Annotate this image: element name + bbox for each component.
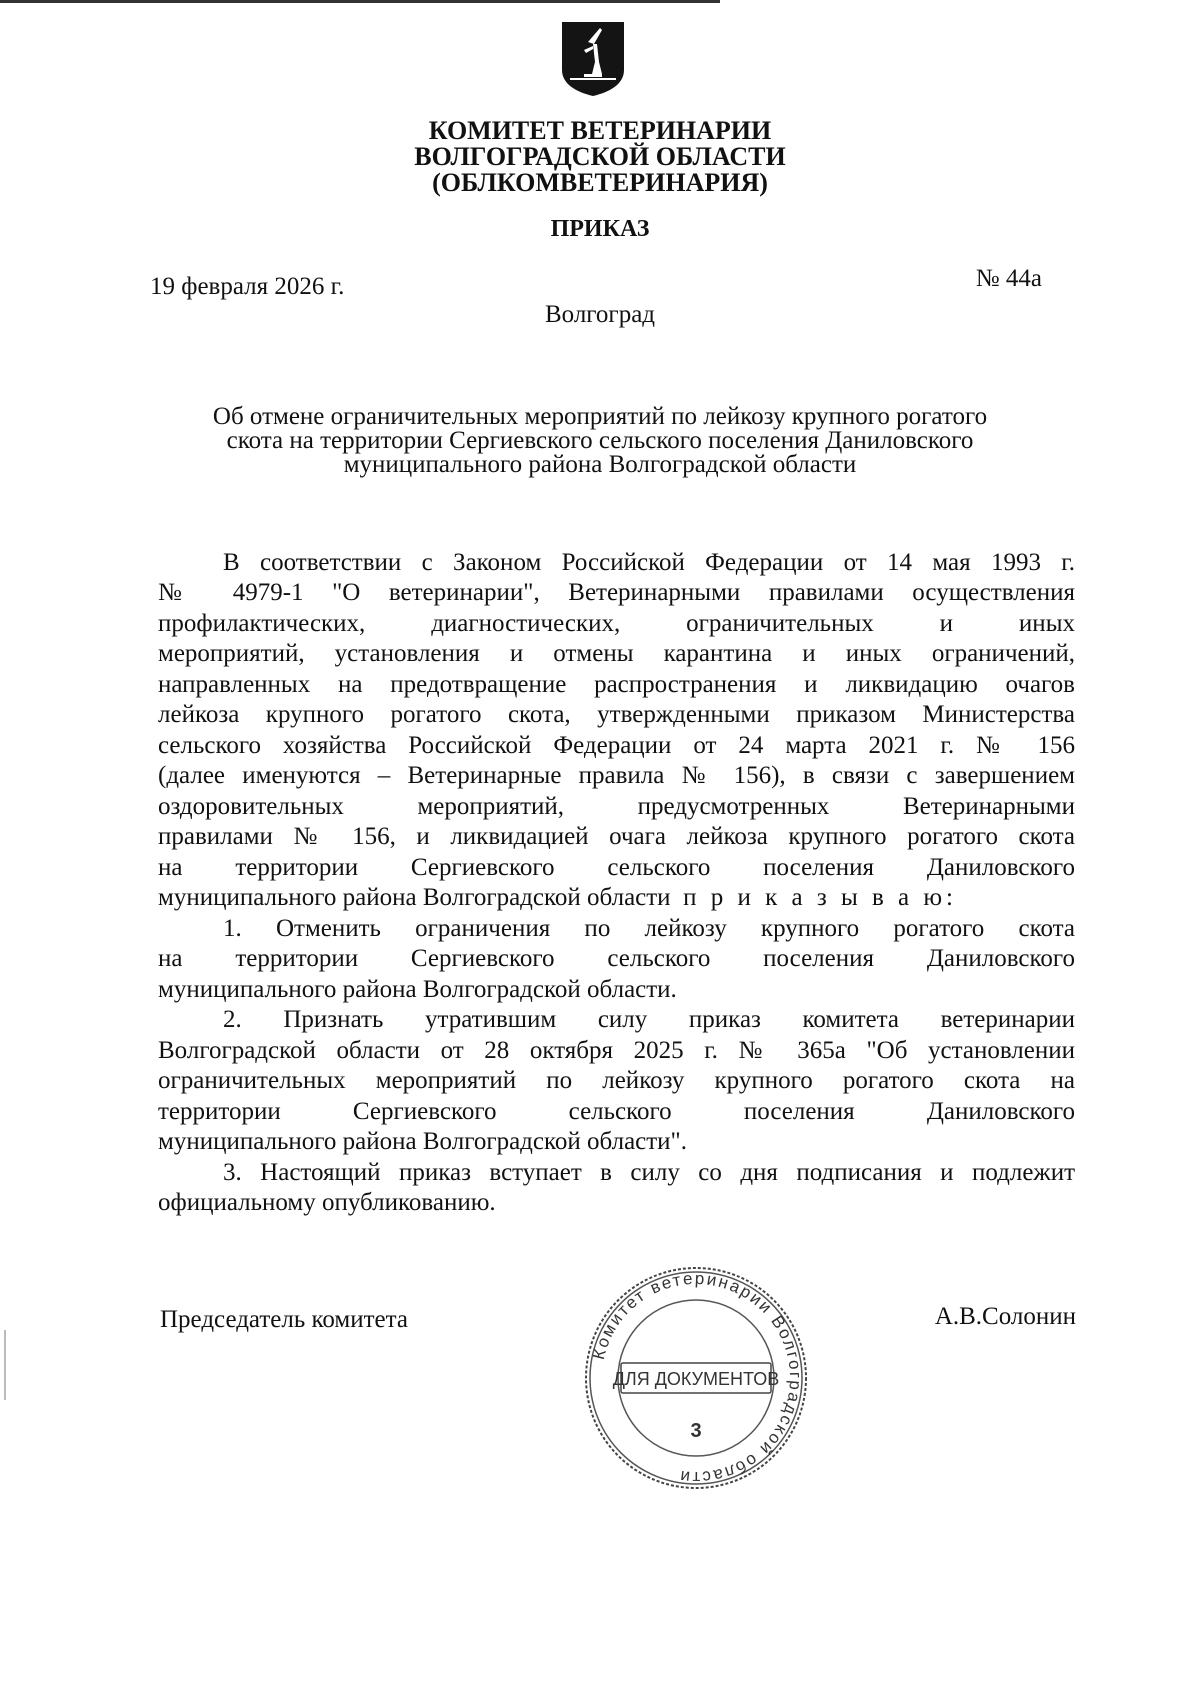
signer-name: А.В.Солонин <box>934 1303 1076 1330</box>
stamp-ring-text: Комитет ветеринарии Волгоградской области <box>588 1268 806 1488</box>
order-city: Волгоград <box>544 301 656 328</box>
item-line: 2. Признать утратившим силу приказ комитета ветеринарии <box>223 1006 1075 1033</box>
org-name-line-3: (ОБЛКОМВЕТЕРИНАРИЯ) <box>432 168 768 197</box>
org-name-line-2: ВОЛГОГРАДСКОЙ ОБЛАСТИ <box>414 142 786 171</box>
subject-line: муниципального района Волгоградской области <box>343 451 857 478</box>
stamp-center-text: ДЛЯ ДОКУМЕНТОВ <box>612 1369 780 1389</box>
preamble-line: на территории Сергиевского сельского поселения Даниловского <box>158 854 1075 881</box>
order-date: 19 февраля 2026 г. <box>150 273 345 300</box>
preamble-line: № 4979-1 "О ветеринарии", Ветеринарными правилами осуществления <box>158 579 1075 606</box>
signer-position: Председатель комитета <box>160 1306 408 1333</box>
preamble-line <box>158 883 1075 914</box>
order-number: № 44а <box>975 265 1042 292</box>
preamble-line: В соответствии с Законом Российской Федерации от 14 мая 1993 г. <box>223 549 1075 576</box>
subject-line: Об отмене ограничительных мероприятий по лейкозу крупного рогатого <box>212 403 988 430</box>
preamble-line: правилами № 156, и ликвидацией очага лейкоза крупного рогатого скота <box>158 823 1075 850</box>
preamble-line: лейкоза крупного рогатого скота, утвержденными приказом Министерства <box>158 701 1075 728</box>
org-name-line-1: КОМИТЕТ ВЕТЕРИНАРИИ <box>428 116 772 145</box>
item-line: 1. Отменить ограничения по лейкозу крупного рогатого скота <box>223 915 1075 942</box>
volgograd-coat-of-arms-icon <box>562 22 624 96</box>
item-line: официальному опубликованию. <box>158 1189 496 1216</box>
item-line: на территории Сергиевского сельского поселения Даниловского <box>158 945 1075 972</box>
doc-type-title: ПРИКАЗ <box>550 216 650 242</box>
official-stamp <box>583 1265 809 1491</box>
item-line: территории Сергиевского сельского поселения Даниловского <box>158 1098 1075 1125</box>
orders-word: п р и к а з ы в а ю: <box>683 884 958 911</box>
scan-margin-mark <box>4 1330 6 1400</box>
scan-top-edge <box>0 0 720 3</box>
subject-line: скота на территории Сергиевского сельского поселения Даниловского <box>226 427 974 454</box>
item-line: муниципального района Волгоградской области". <box>158 1128 688 1155</box>
preamble-line: мероприятий, установления и отмены карантина и иных ограничений, <box>158 640 1075 667</box>
item-line: 3. Настоящий приказ вступает в силу со дня подписания и подлежит <box>223 1159 1075 1186</box>
preamble-line: оздоровительных мероприятий, предусмотренных Ветеринарными <box>158 793 1075 820</box>
preamble-line: сельского хозяйства Российской Федерации от 24 марта 2021 г. № 156 <box>158 732 1075 759</box>
stamp-number: 3 <box>690 1420 702 1442</box>
item-line: Волгоградской области от 28 октября 2025 г. № 365а "Об установлении <box>158 1037 1075 1064</box>
preamble-last-text: муниципального района Волгоградской области <box>158 884 671 911</box>
item-line: муниципального района Волгоградской области. <box>158 976 677 1003</box>
preamble-line: профилактических, диагностических, ограничительных и иных <box>158 610 1075 637</box>
preamble-line: направленных на предотвращение распространения и ликвидацию очагов <box>158 671 1075 698</box>
preamble-line: (далее именуются – Ветеринарные правила № 156), в связи с завершением <box>158 762 1075 789</box>
item-line: ограничительных мероприятий по лейкозу крупного рогатого скота на <box>158 1067 1075 1094</box>
